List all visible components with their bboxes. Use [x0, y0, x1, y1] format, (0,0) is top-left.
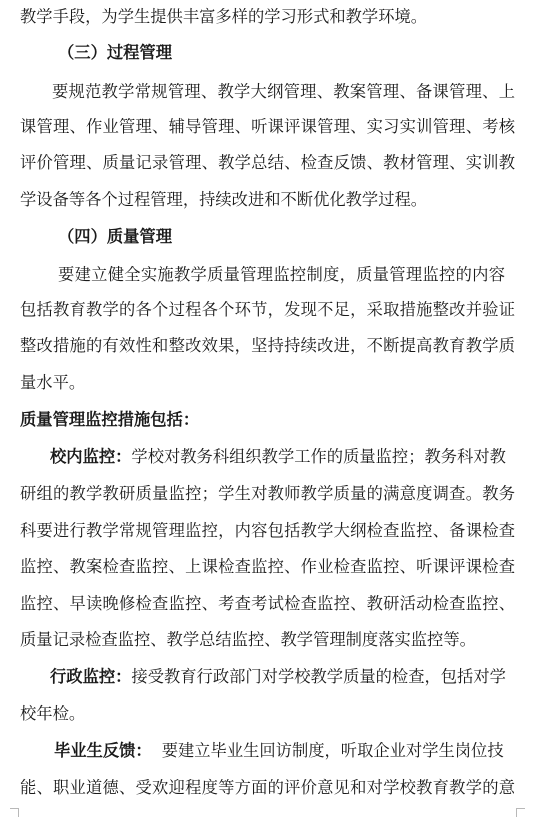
admin-monitoring-line-2: 校年检。: [20, 704, 86, 723]
para-process-line-1: 要规范教学常规管理、教学大纲管理、教案管理、备课管理、上: [52, 82, 515, 101]
campus-monitoring-line-1: [50, 446, 515, 468]
section-heading-process: （三）过程管理: [58, 43, 172, 62]
crop-mark-bottom-right: [516, 808, 525, 817]
campus-monitoring-label: 校内监控：: [50, 447, 132, 466]
para-quality-line-2: 包括教育教学的各个过程各个环节，发现不足，采取措施整改并验证: [20, 300, 515, 319]
campus-monitoring-line-6: 质量记录检查监控、教学总结监控、教学管理制度落实监控等。: [20, 630, 476, 649]
graduate-feedback-label: 毕业生反馈：: [54, 741, 152, 760]
campus-monitoring-line-3: 科要进行教学常规管理监控，内容包括教学大纲检查监控、备课检查: [20, 521, 515, 540]
graduate-feedback-line-2: 能、职业道德、受欢迎程度等方面的评价意见和对学校教育教学的意: [20, 778, 515, 797]
campus-monitoring-text: 学校对教务科组织教学工作的质量监控；教务科对教: [131, 447, 506, 466]
para-quality-line-3: 整改措施的有效性和整改效果，坚持持续改进，不断提高教育教学质: [20, 336, 515, 355]
campus-monitoring-line-2: 研组的教学教研质量监控；学生对教师教学质量的满意度调查。教务: [20, 484, 515, 503]
graduate-feedback-text: 要建立毕业生回访制度，听取企业对学生岗位技: [161, 741, 504, 760]
campus-monitoring-line-5: 监控、早读晚修检查监控、考查考试检查监控、教研活动检查监控、: [20, 594, 515, 613]
graduate-feedback-line-1: [54, 740, 515, 762]
section-heading-quality: （四）质量管理: [58, 227, 172, 246]
campus-monitoring-line-4: 监控、教案检查监控、上课检查监控、作业检查监控、听课评课检查: [20, 557, 515, 576]
para-process-line-4: 学设备等各个过程管理，持续改进和不断优化教学过程。: [20, 190, 428, 209]
para-quality-line-1: 要建立健全实施教学质量管理监控制度，质量管理监控的内容: [58, 265, 505, 284]
admin-monitoring-line-1: [50, 666, 515, 688]
admin-monitoring-text: 接受教育行政部门对学校教学质量的检查，包括对学: [131, 667, 506, 686]
para-quality-line-4: 量水平。: [20, 373, 86, 392]
paragraph-continuation: 教学手段，为学生提供丰富多样的学习形式和教学环境。: [20, 7, 428, 26]
admin-monitoring-label: 行政监控：: [50, 667, 132, 686]
para-process-line-3: 评价管理、质量记录管理、教学总结、检查反馈、教材管理、实训教: [20, 153, 515, 172]
measures-heading: 质量管理监控措施包括：: [20, 410, 200, 429]
para-process-line-2: 课管理、作业管理、辅导管理、听课评课管理、实习实训管理、考核: [20, 117, 515, 136]
crop-mark-bottom-left: [10, 808, 19, 817]
